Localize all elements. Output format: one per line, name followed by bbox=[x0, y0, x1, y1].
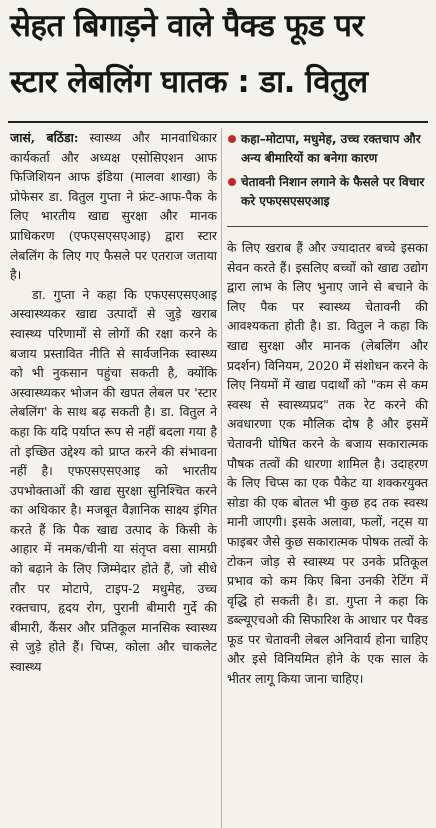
dateline: जासं, बठिंडा: bbox=[10, 130, 79, 145]
highlight-item bbox=[227, 173, 428, 210]
column-divider bbox=[221, 128, 222, 828]
highlight-text: कहा–मोटापा, मधुमेह, उच्च रक्तचाप और अन्य बीमारियों का बनेगा कारण bbox=[241, 132, 421, 165]
highlight-text: चेतावनी निशान लगाने के फैसले पर विचार करे एफएसएसएआइ bbox=[241, 175, 425, 208]
highlights-box bbox=[227, 130, 428, 216]
paragraph-1-text: स्वास्थ्य और मानवाधिकार कार्यकर्ता और अध्यक्ष एसोसिएशन आफ फिजिशियन आफ इंडिया (मालवा शाखा) के प्रोफेसर डा. वितुल गुप्ता ने फ्रंट-आफ-पैक के लिए भारतीय खाद्य सुरक्षा और मानक प्राधिकरण (एफएसएसएआइ) द्वारा स्टार लेबलिंग के लिए गए फैसले पर एतराज जताया है। bbox=[10, 130, 217, 283]
headline-line-2: स्टार लेबलिंग घातक : डा. वितुल bbox=[10, 64, 368, 100]
highlights-rule bbox=[227, 226, 428, 227]
highlight-item bbox=[227, 130, 428, 167]
article-column-1 bbox=[10, 128, 217, 828]
article-paragraph-3: के लिए खराब हैं और ज्यादातर बच्चे इसका सेवन करते हैं। इसलिए बच्चों को खाद्य उद्योग द्वारा लाभ के लिए भुनाए जाने से बचाने के लिए पैक पर स्वास्थ्य चेतावनी की आवश्यकता होती है। डा. वितुल ने कहा कि खाद्य सुरक्षा और मानक (लेबलिंग और प्रदर्शन) विनियम, 2020 में संशोधन करने के लिए नियमों में खाद्य पदार्थों को "कम से कम स्वस्थ से स्वास्थ्यप्रद" तक रेट करने की अवधारणा एक मौलिक दोष है और इसमें चेतावनी घोषित करने के बजाय सकारात्मक पौषक तत्वों की धारणा शामिल है। उदाहरण के लिए चिप्स का एक पैकेट या शक्करयुक्त सोडा की एक बोतल भी कुछ हद तक स्वस्थ मानी जाएगी। इसके अलावा, फलों, नट्स या फाइबर जैसे कुछ सकारात्मक पोषक तत्वों के टोकन जोड़ से स्वास्थ्य पर उनके प्रतिकूल प्रभाव को कम किए बिना उनकी रेटिंग में वृद्धि हो सकती है। डा. गुप्ता ने कहा कि डब्ल्यूएचओ की सिफारिश के आधार पर पैक्ड फूड पर चेतावनी लेबल अनिवार्य होना चाहिए और इसे विनियमित होने के एक साल के भीतर लागू किया जाना चाहिए। bbox=[227, 240, 428, 687]
article-paragraph-1 bbox=[10, 128, 217, 285]
article-paragraph-2: डा. गुप्ता ने कहा कि एफएसएसएआइ अस्वास्थ्यकर खाद्य उत्पादों से जुड़े खराब स्वास्थ्य परिणामों से लोगों की रक्षा करने के बजाय प्रस्तावित नीति से सार्वजनिक स्वास्थ्य को भी नुकसान पहुंचा सकती है, क्योंकि अस्वास्थ्यकर भोजन की खपत लेबल पर 'स्टार लेबलिंग' के साथ बढ़ सकती है। डा. वितुल ने कहा कि यदि पर्याप्त रूप से नहीं बदला गया है तो इच्छित उद्देश्य को प्राप्त करने की संभावना नहीं है। एफएसएसएआइ को भारतीय उपभोक्ताओं की खाद्य सुरक्षा सुनिश्चित करने का अधिकार है। मजबूत वैज्ञानिक साक्ष्य इंगित करते हैं कि पैक खाद्य उत्पाद के किसी के आहार में नमक/चीनी या संतृप्त वसा सामग्री को बढ़ाने के लिए जिम्मेदार होते हैं, जो सीधे तौर पर मोटापे, टाइप-2 मधुमेह, उच्च रक्तचाप, हृदय रोग, पुरानी बीमारी गुर्दे की बीमारी, कैंसर और प्रतिकूल मानसिक स्वास्थ्य से जुड़े होते हैं। चिप्स, कोला और चाकलेट स्वास्थ्य bbox=[10, 286, 217, 675]
headline-rule bbox=[8, 121, 428, 123]
bullet-icon bbox=[228, 135, 236, 143]
headline bbox=[10, 4, 428, 104]
article-column-2 bbox=[227, 238, 428, 828]
headline-line-1: सेहत बिगाड़ने वाले पैक्ड फूड पर bbox=[10, 8, 364, 44]
bullet-icon bbox=[228, 178, 236, 186]
